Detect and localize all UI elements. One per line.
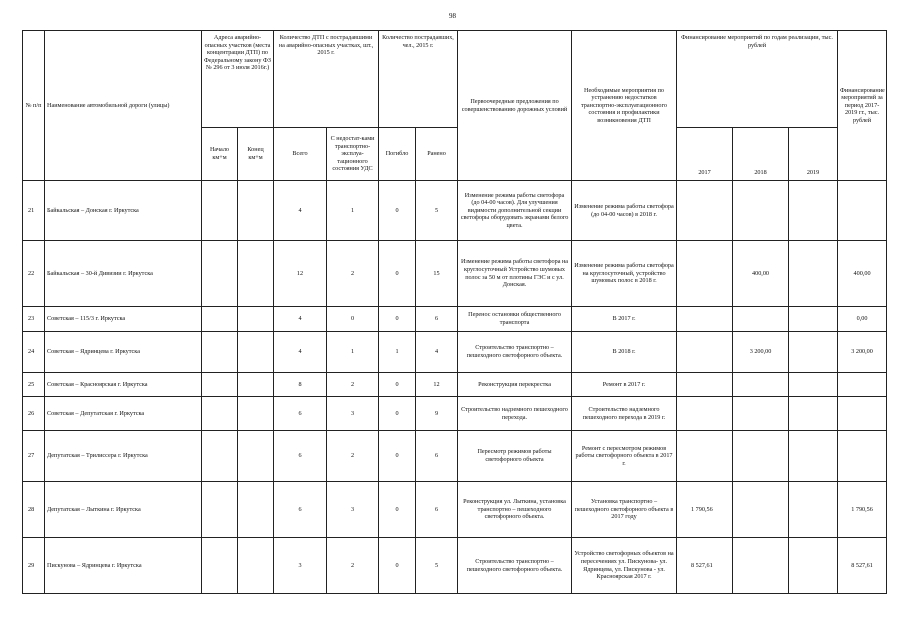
funding-total: 0,00 — [838, 307, 887, 332]
row-number: 29 — [23, 538, 45, 594]
measure-text: В 2018 г. — [572, 332, 677, 373]
proposal-text: Строительство надземного пешеходного перехода. — [458, 397, 572, 431]
funding-2019 — [789, 431, 838, 482]
funding-total — [838, 181, 887, 241]
header-proposals: Первоочередные предложения по совершенствованию дорожных условий — [458, 31, 572, 181]
funding-total — [838, 397, 887, 431]
row-number: 23 — [23, 307, 45, 332]
table-row — [23, 307, 887, 332]
injured-count: 15 — [416, 241, 458, 307]
proposal-text: Строительство транспортно – пешеходного светофорного объекта. — [458, 332, 572, 373]
funding-2017 — [677, 241, 733, 307]
road-name: Пискунова – Ядринцева г. Иркутска — [45, 538, 202, 594]
dtp-total: 3 — [274, 538, 327, 594]
measure-text: Установка транспортно – пешеходного светофорного объекта в 2017 году — [572, 482, 677, 538]
road-name: Советская – 115/3 г. Иркутска — [45, 307, 202, 332]
proposal-text: Пересмотр режимов работы светофорного объекта — [458, 431, 572, 482]
funding-total: 1 790,56 — [838, 482, 887, 538]
header-with-defects: С недостат-ками транспортно-эксплуа-тационного состояния УДС — [327, 128, 379, 181]
row-number: 25 — [23, 373, 45, 397]
header-victims: Количество пострадавших, чел., 2015 г. — [379, 31, 458, 128]
funding-total: 3 200,00 — [838, 332, 887, 373]
injured-count: 12 — [416, 373, 458, 397]
table-row — [23, 241, 887, 307]
header-2018: 2018 — [733, 128, 789, 181]
end-km — [238, 397, 274, 431]
table-row — [23, 431, 887, 482]
funding-2019 — [789, 373, 838, 397]
injured-count: 4 — [416, 332, 458, 373]
funding-total — [838, 431, 887, 482]
dtp-total: 4 — [274, 181, 327, 241]
end-km — [238, 241, 274, 307]
dtp-with-defects: 1 — [327, 181, 379, 241]
killed-count: 0 — [379, 431, 416, 482]
end-km — [238, 538, 274, 594]
injured-count: 5 — [416, 538, 458, 594]
dtp-with-defects: 3 — [327, 397, 379, 431]
funding-2017 — [677, 397, 733, 431]
end-km — [238, 181, 274, 241]
start-km — [202, 397, 238, 431]
row-number: 26 — [23, 397, 45, 431]
measure-text: Изменение режима работы светофора на круглосуточный, устройство шумовых полос в 2018 г. — [572, 241, 677, 307]
start-km — [202, 482, 238, 538]
proposal-text: Изменение режима работы светофора на круглосуточный Устройство шумовых полос за 50 м от плотины ГЭС и с ул. Донская. — [458, 241, 572, 307]
injured-count: 9 — [416, 397, 458, 431]
table-row — [23, 181, 887, 241]
funding-2018 — [733, 482, 789, 538]
dtp-total: 6 — [274, 431, 327, 482]
funding-2019 — [789, 332, 838, 373]
start-km — [202, 538, 238, 594]
funding-2017: 1 790,56 — [677, 482, 733, 538]
funding-2019 — [789, 482, 838, 538]
road-name: Советская – Депутатская г. Иркутска — [45, 397, 202, 431]
injured-count: 5 — [416, 181, 458, 241]
measure-text: Изменение режима работы светофора (до 04-00 часов) в 2018 г. — [572, 181, 677, 241]
funding-2017 — [677, 373, 733, 397]
road-name: Советская – Ядринцева г. Иркутска — [45, 332, 202, 373]
dtp-total: 8 — [274, 373, 327, 397]
proposal-text: Строительство транспортно – пешеходного светофорного объекта. — [458, 538, 572, 594]
start-km — [202, 307, 238, 332]
funding-2018 — [733, 431, 789, 482]
dtp-with-defects: 3 — [327, 482, 379, 538]
killed-count: 0 — [379, 373, 416, 397]
road-name: Депутатская – Трилиссера г. Иркутска — [45, 431, 202, 482]
start-km — [202, 241, 238, 307]
dtp-with-defects: 2 — [327, 431, 379, 482]
dtp-total: 4 — [274, 307, 327, 332]
funding-2017 — [677, 431, 733, 482]
killed-count: 0 — [379, 181, 416, 241]
dtp-with-defects: 1 — [327, 332, 379, 373]
table-row — [23, 538, 887, 594]
road-safety-table — [22, 30, 887, 594]
measure-text: Ремонт с пересмотром режимов работы светофорного объекта в 2017 г. — [572, 431, 677, 482]
header-2017: 2017 — [677, 128, 733, 181]
row-number: 28 — [23, 482, 45, 538]
road-name: Советская – Красноярская г. Иркутска — [45, 373, 202, 397]
killed-count: 1 — [379, 332, 416, 373]
road-name: Депутатская – Лыткина г. Иркутска — [45, 482, 202, 538]
measure-text: Устройство светофорных объектов на пересечениях ул. Пискунова- ул. Ядринцева, ул. Пискунова - ул. Красноярская 2017 г. — [572, 538, 677, 594]
header-num: № п/п — [23, 31, 45, 181]
funding-2017 — [677, 332, 733, 373]
funding-2017: 8 527,61 — [677, 538, 733, 594]
start-km — [202, 431, 238, 482]
killed-count: 0 — [379, 241, 416, 307]
dtp-total: 6 — [274, 397, 327, 431]
killed-count: 0 — [379, 482, 416, 538]
table-row — [23, 482, 887, 538]
end-km — [238, 332, 274, 373]
dtp-total: 12 — [274, 241, 327, 307]
measure-text: Ремонт в 2017 г. — [572, 373, 677, 397]
header-dtp-count: Количество ДТП с пострадавшими на аварийно-опасных участках, шт., 2015 г. — [274, 31, 379, 128]
header-killed: Погибло — [379, 128, 416, 181]
dtp-total: 6 — [274, 482, 327, 538]
proposal-text: Изменение режима работы светофора (до 04-00 часов). Для улучшения видимости дополнительной секции светофоры оборудовать экранами белого цвета. — [458, 181, 572, 241]
funding-total — [838, 373, 887, 397]
end-km — [238, 307, 274, 332]
funding-total: 400,00 — [838, 241, 887, 307]
measure-text: В 2017 г. — [572, 307, 677, 332]
header-2019: 2019 — [789, 128, 838, 181]
injured-count: 6 — [416, 482, 458, 538]
injured-count: 6 — [416, 307, 458, 332]
funding-2017 — [677, 307, 733, 332]
funding-2018 — [733, 538, 789, 594]
header-address: Адреса аварийно-опасных участков (места концентрации ДТП) по Федеральному закону ФЗ № 296 от 3 июля 2016г.) — [202, 31, 274, 128]
funding-2018: 400,00 — [733, 241, 789, 307]
header-measures: Необходимые мероприятия по устранению недостатков транспортно-эксплуатационного состояния и профилактики возникновения ДТП — [572, 31, 677, 181]
header-total: Всего — [274, 128, 327, 181]
start-km — [202, 181, 238, 241]
end-km — [238, 373, 274, 397]
funding-2018 — [733, 307, 789, 332]
road-name: Байкальская – Донская г. Иркутска — [45, 181, 202, 241]
funding-2019 — [789, 538, 838, 594]
dtp-with-defects: 2 — [327, 373, 379, 397]
row-number: 24 — [23, 332, 45, 373]
table-row — [23, 373, 887, 397]
measure-text: Строительство надземного пешеходного перехода в 2019 г. — [572, 397, 677, 431]
funding-2019 — [789, 397, 838, 431]
dtp-with-defects: 2 — [327, 241, 379, 307]
road-name: Байкальская – 30-й Дивизии г. Иркутска — [45, 241, 202, 307]
proposal-text: Перенос остановки общественного транспорта — [458, 307, 572, 332]
injured-count: 6 — [416, 431, 458, 482]
header-start: Начало км+м — [202, 128, 238, 181]
funding-2019 — [789, 181, 838, 241]
funding-2017 — [677, 181, 733, 241]
row-number: 22 — [23, 241, 45, 307]
table-row — [23, 332, 887, 373]
funding-2018 — [733, 181, 789, 241]
proposal-text: Реконструкция ул. Лыткина, установка транспортно – пешеходного светофорного объекта. — [458, 482, 572, 538]
funding-2018 — [733, 373, 789, 397]
dtp-with-defects: 0 — [327, 307, 379, 332]
header-injured: Ранено — [416, 128, 458, 181]
header-funding-total: Финансирование мероприятий за период 2017-2019 гг., тыс. рублей — [838, 31, 887, 181]
funding-2018 — [733, 397, 789, 431]
proposal-text: Реконструкция перекрестка — [458, 373, 572, 397]
start-km — [202, 373, 238, 397]
funding-2018: 3 200,00 — [733, 332, 789, 373]
dtp-with-defects: 2 — [327, 538, 379, 594]
end-km — [238, 431, 274, 482]
start-km — [202, 332, 238, 373]
funding-2019 — [789, 307, 838, 332]
killed-count: 0 — [379, 307, 416, 332]
header-end: Конец км+м — [238, 128, 274, 181]
header-funding-years: Финансирование мероприятий по годам реализации, тыс. рублей — [677, 31, 838, 128]
funding-2019 — [789, 241, 838, 307]
funding-total: 8 527,61 — [838, 538, 887, 594]
dtp-total: 4 — [274, 332, 327, 373]
killed-count: 0 — [379, 538, 416, 594]
killed-count: 0 — [379, 397, 416, 431]
end-km — [238, 482, 274, 538]
table-row — [23, 397, 887, 431]
header-road: Наименование автомобильной дороги (улицы) — [45, 31, 202, 181]
row-number: 27 — [23, 431, 45, 482]
row-number: 21 — [23, 181, 45, 241]
page-number: 98 — [449, 12, 456, 20]
